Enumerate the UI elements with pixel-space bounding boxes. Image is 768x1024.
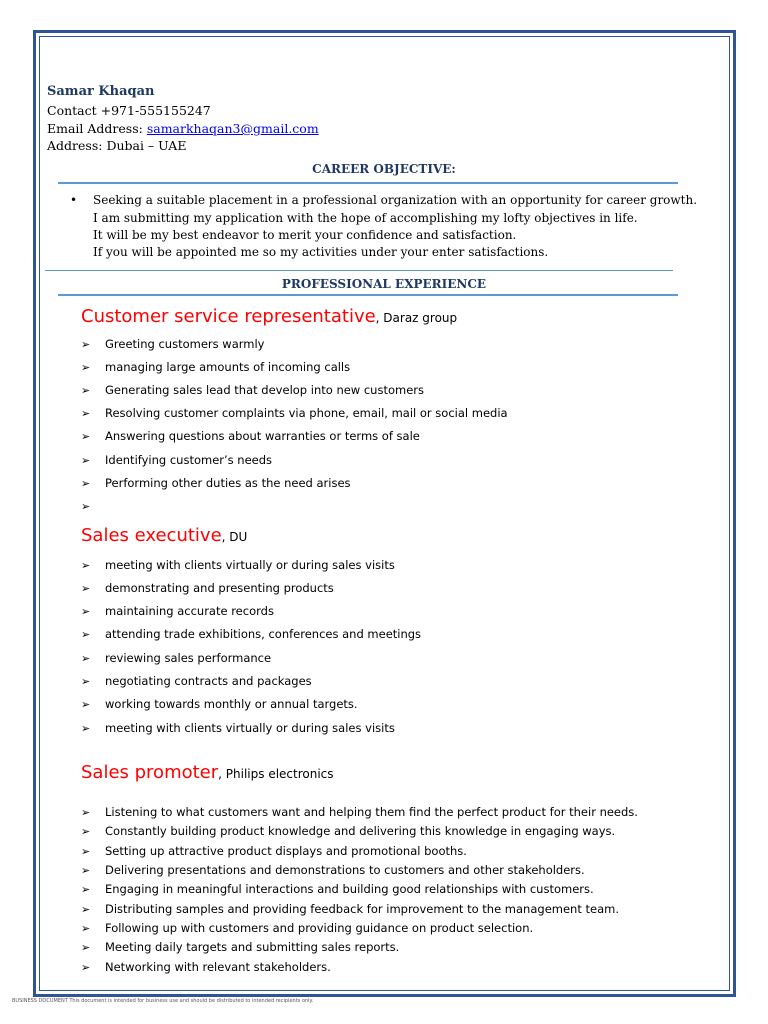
list-item: ➢ negotiating contracts and packages bbox=[81, 674, 312, 688]
list-item: ➢ Delivering presentations and demonstrations to customers and other stakeholders. bbox=[81, 863, 585, 877]
arrow-bullet-icon: ➢ bbox=[81, 903, 91, 916]
divider bbox=[58, 182, 678, 184]
arrow-bullet-icon: ➢ bbox=[81, 384, 91, 397]
list-item: ➢ Performing other duties as the need arises bbox=[81, 476, 351, 490]
list-item: ➢ Networking with relevant stakeholders. bbox=[81, 960, 331, 974]
address-label: Address: bbox=[47, 138, 103, 153]
candidate-name: Samar Khaqan bbox=[47, 84, 155, 99]
list-item: ➢ managing large amounts of incoming calls bbox=[81, 360, 351, 374]
objective-line: If you will be appointed me so my activities under your enter satisfactions. bbox=[93, 245, 549, 259]
arrow-bullet-icon: ➢ bbox=[81, 722, 91, 735]
list-item: ➢ attending trade exhibitions, conferences and meetings bbox=[81, 627, 422, 641]
objective-bullet: • bbox=[70, 193, 78, 207]
arrow-bullet-icon: ➢ bbox=[81, 845, 91, 858]
list-item: ➢ Setting up attractive product displays and promotional booths. bbox=[81, 844, 467, 858]
objective-line: It will be my best endeavor to merit your confidence and satisfaction. bbox=[93, 228, 517, 242]
list-item: ➢ Resolving customer complaints via phone, email, mail or social media bbox=[81, 406, 508, 420]
job-title bbox=[81, 306, 457, 327]
list-item bbox=[81, 499, 105, 513]
list-item: ➢ Distributing samples and providing feedback for improvement to the management team. bbox=[81, 902, 619, 916]
arrow-bullet-icon: ➢ bbox=[81, 430, 91, 443]
job-role: Sales executive bbox=[81, 525, 222, 546]
career-objective-heading: CAREER OBJECTIVE: bbox=[312, 162, 456, 176]
arrow-bullet-icon: ➢ bbox=[81, 477, 91, 490]
arrow-bullet-icon: ➢ bbox=[81, 922, 91, 935]
email-line bbox=[47, 121, 319, 136]
arrow-bullet-icon: ➢ bbox=[81, 628, 91, 641]
arrow-bullet-icon: ➢ bbox=[81, 883, 91, 896]
list-item: ➢ reviewing sales performance bbox=[81, 651, 272, 665]
list-item: ➢ Greeting customers warmly bbox=[81, 337, 265, 351]
arrow-bullet-icon: ➢ bbox=[81, 500, 91, 513]
list-item: ➢ demonstrating and presenting products bbox=[81, 581, 334, 595]
footer-notice: BUSINESS DOCUMENT This document is intended for business use and should be distributed to intended recipients only. bbox=[12, 998, 314, 1004]
list-item: ➢ Meeting daily targets and submitting sales reports. bbox=[81, 940, 400, 954]
job-company: , Philips electronics bbox=[218, 767, 334, 781]
list-item: ➢ Generating sales lead that develop into new customers bbox=[81, 383, 425, 397]
job-role: Sales promoter bbox=[81, 762, 219, 783]
contact-label: Contact bbox=[47, 103, 97, 118]
job-title bbox=[81, 525, 247, 546]
contact-phone: +971-555155247 bbox=[100, 103, 211, 118]
arrow-bullet-icon: ➢ bbox=[81, 407, 91, 420]
divider bbox=[58, 294, 678, 296]
arrow-bullet-icon: ➢ bbox=[81, 605, 91, 618]
job-company: , DU bbox=[221, 530, 248, 544]
arrow-bullet-icon: ➢ bbox=[81, 338, 91, 351]
contact-line bbox=[47, 103, 211, 118]
job-company: , Daraz group bbox=[375, 311, 458, 325]
divider bbox=[45, 270, 673, 271]
list-item: ➢ Identifying customer’s needs bbox=[81, 453, 273, 467]
arrow-bullet-icon: ➢ bbox=[81, 361, 91, 374]
arrow-bullet-icon: ➢ bbox=[81, 961, 91, 974]
arrow-bullet-icon: ➢ bbox=[81, 559, 91, 572]
job-title bbox=[81, 762, 334, 783]
objective-line: Seeking a suitable placement in a professional organization with an opportunity for career growth. bbox=[93, 193, 698, 207]
list-item: ➢ Following up with customers and providing guidance on product selection. bbox=[81, 921, 534, 935]
list-item: ➢ meeting with clients virtually or during sales visits bbox=[81, 721, 395, 735]
arrow-bullet-icon: ➢ bbox=[81, 825, 91, 838]
list-item: ➢ Constantly building product knowledge and delivering this knowledge in engaging ways. bbox=[81, 824, 616, 838]
arrow-bullet-icon: ➢ bbox=[81, 454, 91, 467]
arrow-bullet-icon: ➢ bbox=[81, 675, 91, 688]
arrow-bullet-icon: ➢ bbox=[81, 941, 91, 954]
arrow-bullet-icon: ➢ bbox=[81, 698, 91, 711]
job-role: Customer service representative bbox=[81, 306, 376, 327]
address-value: Dubai – UAE bbox=[106, 138, 187, 153]
professional-experience-heading: PROFESSIONAL EXPERIENCE bbox=[281, 277, 487, 291]
email-link[interactable]: samarkhaqan3@gmail.com bbox=[146, 121, 319, 136]
arrow-bullet-icon: ➢ bbox=[81, 652, 91, 665]
list-item: ➢ Engaging in meaningful interactions and building good relationships with customers. bbox=[81, 882, 594, 896]
list-item: ➢ Listening to what customers want and helping them find the perfect product for their needs. bbox=[81, 805, 638, 819]
email-label: Email Address: bbox=[47, 121, 143, 136]
list-item: ➢ maintaining accurate records bbox=[81, 604, 274, 618]
arrow-bullet-icon: ➢ bbox=[81, 806, 91, 819]
list-item: ➢ meeting with clients virtually or during sales visits bbox=[81, 558, 395, 572]
list-item: ➢ Answering questions about warranties or terms of sale bbox=[81, 429, 420, 443]
objective-line: I am submitting my application with the hope of accomplishing my lofty objectives in life. bbox=[93, 211, 638, 225]
list-item: ➢ working towards monthly or annual targets. bbox=[81, 697, 358, 711]
arrow-bullet-icon: ➢ bbox=[81, 582, 91, 595]
arrow-bullet-icon: ➢ bbox=[81, 864, 91, 877]
address-line bbox=[47, 138, 186, 153]
